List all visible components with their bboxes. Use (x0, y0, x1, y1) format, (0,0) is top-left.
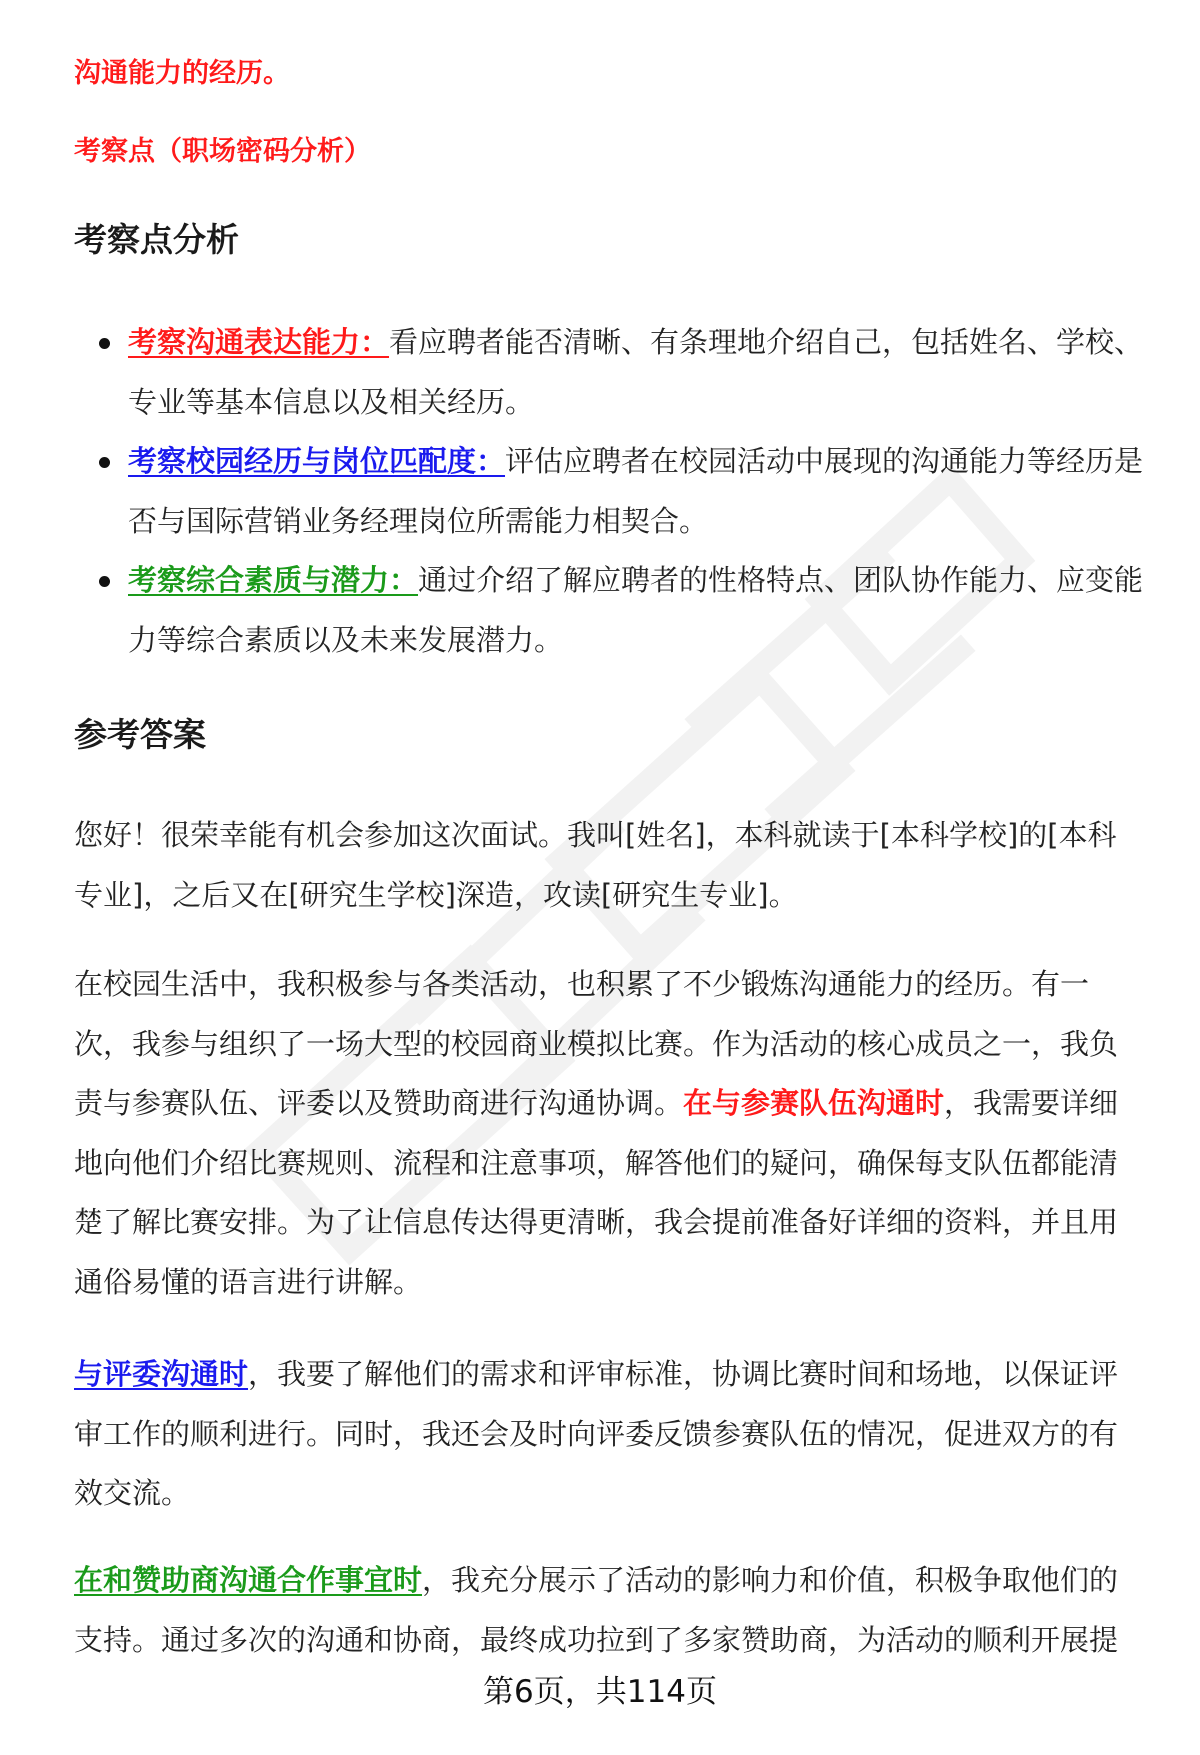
bullet-text: 看应聘者能否清晰、有条理地介绍自己，包括姓名、学校、专业等基本信息以及相关经历。 (128, 325, 1144, 419)
bullet-keyword: 考察校园经历与岗位匹配度： (128, 444, 506, 478)
bullet-text: 评估应聘者在校园活动中展现的沟通能力等经历是否与国际营销业务经理岗位所需能力相契合。 (128, 444, 1144, 538)
answer-heading: 参考答案 (74, 715, 206, 754)
highlight-phrase: 在与参赛队伍沟通时 (683, 1086, 945, 1120)
answer-paragraph-sponsors (74, 1551, 1144, 1670)
bullet-item (74, 551, 1144, 670)
analysis-heading: 考察点分析 (74, 220, 239, 259)
answer-paragraph-campus (74, 955, 1144, 1312)
highlight-keyword: 在和赞助商沟通合作事宜时 (74, 1563, 423, 1597)
bullet-dot-icon (99, 576, 110, 587)
answer-paragraph-judges (74, 1345, 1144, 1524)
subsection-title: 考察点（职场密码分析） (74, 136, 371, 167)
answer-paragraph-intro: 您好！很荣幸能有机会参加这次面试。我叫[姓名]，本科就读于[本科学校]的[本科专业]，之后又在[研究生学校]深造，攻读[研究生专业]。 (74, 818, 1117, 912)
bullet-dot-icon (99, 457, 110, 468)
paragraph-text: ，我要了解他们的需求和评审标准，协调比赛时间和场地，以保证评审工作的顺利进行。同时，我还会及时向评委反馈参赛队伍的情况，促进双方的有效交流。 (74, 1357, 1119, 1510)
section-tail-line: 沟通能力的经历。 (74, 58, 290, 89)
paragraph-text: ，我需要详细地向他们介绍比赛规则、流程和注意事项，解答他们的疑问，确保每支队伍都能清楚了解比赛安排。为了让信息传达得更清晰，我会提前准备好详细的资料，并且用通俗易懂的语言进行讲解。 (74, 1086, 1119, 1299)
bullet-dot-icon (99, 338, 110, 349)
page-number: 第6页，共114页 (483, 1674, 717, 1710)
analysis-bullet-list (74, 313, 1144, 670)
bullet-keyword: 考察综合素质与潜力： (128, 563, 419, 597)
highlight-keyword: 与评委沟通时 (74, 1357, 249, 1391)
bullet-item (74, 313, 1144, 432)
bullet-keyword: 考察沟通表达能力： (128, 325, 390, 359)
bullet-text: 通过介绍了解应聘者的性格特点、团队协作能力、应变能力等综合素质以及未来发展潜力。 (128, 563, 1144, 657)
bullet-item (74, 432, 1144, 551)
paragraph-text: ，我充分展示了活动的影响力和价值，积极争取他们的支持。通过多次的沟通和协商，最终成功拉到了多家赞助商，为活动的顺利开展提 (74, 1563, 1119, 1657)
paragraph-text: 在校园生活中，我积极参与各类活动，也积累了不少锻炼沟通能力的经历。有一次，我参与组织了一场大型的校园商业模拟比赛。作为活动的核心成员之一，我负责与参赛队伍、评委以及赞助商进行沟通协调。 (74, 967, 1119, 1120)
